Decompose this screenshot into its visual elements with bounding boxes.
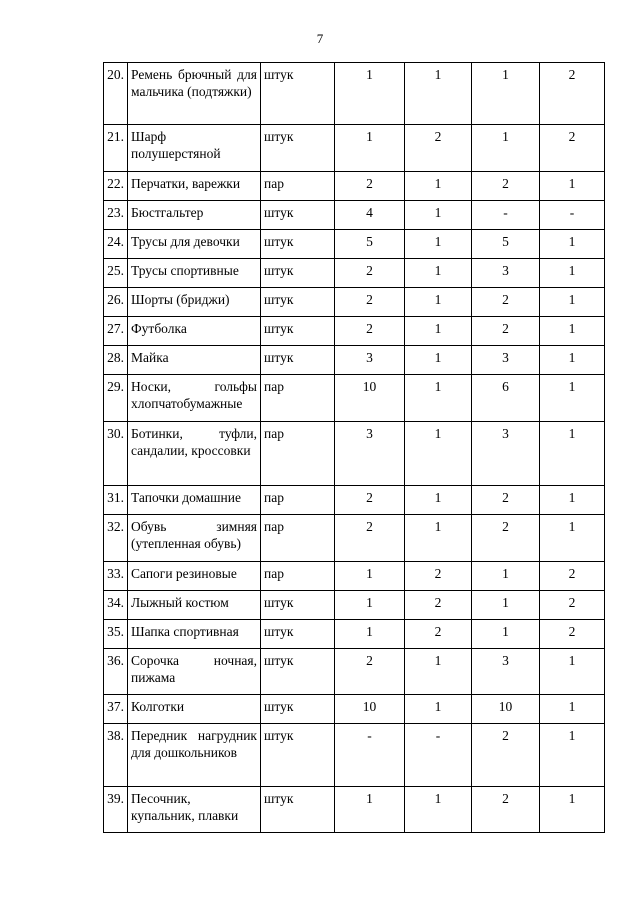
norm-value-1: 2	[335, 172, 405, 201]
norm-value-4: 1	[540, 346, 605, 375]
row-number: 29.	[104, 375, 128, 422]
norm-value-3: 1	[472, 591, 540, 620]
item-name: Песочник, купальник, плавки	[128, 787, 261, 833]
norm-value-2: 1	[405, 63, 472, 125]
norm-value-3: 1	[472, 562, 540, 591]
norm-value-1: 2	[335, 486, 405, 515]
row-number: 30.	[104, 422, 128, 486]
norm-value-2: 1	[405, 172, 472, 201]
norm-value-2: 1	[405, 288, 472, 317]
norm-value-2: 1	[405, 375, 472, 422]
table-row	[104, 649, 605, 695]
table-row	[104, 317, 605, 346]
norm-value-2: 1	[405, 230, 472, 259]
norm-value-4: 1	[540, 317, 605, 346]
table-row	[104, 591, 605, 620]
unit-of-measure: штук	[261, 317, 335, 346]
table-row	[104, 620, 605, 649]
row-number: 37.	[104, 695, 128, 724]
norm-value-4: 1	[540, 515, 605, 562]
table-row	[104, 230, 605, 259]
norm-value-4: 1	[540, 422, 605, 486]
norm-value-1: 5	[335, 230, 405, 259]
norm-value-3: 2	[472, 724, 540, 787]
unit-of-measure: пар	[261, 486, 335, 515]
norm-value-4: 1	[540, 375, 605, 422]
row-number: 35.	[104, 620, 128, 649]
item-name: Передник нагрудник для дошкольников	[128, 724, 261, 787]
table-row	[104, 695, 605, 724]
table-row	[104, 724, 605, 787]
item-name: Шорты (бриджи)	[128, 288, 261, 317]
norm-value-4: 1	[540, 259, 605, 288]
row-number: 31.	[104, 486, 128, 515]
norm-value-4: 1	[540, 649, 605, 695]
table-row	[104, 515, 605, 562]
norm-value-3: 2	[472, 787, 540, 833]
norm-value-2: 2	[405, 125, 472, 172]
table-row	[104, 346, 605, 375]
table-row	[104, 422, 605, 486]
table-row	[104, 259, 605, 288]
table-row	[104, 375, 605, 422]
norm-value-3: 1	[472, 620, 540, 649]
unit-of-measure: штук	[261, 63, 335, 125]
row-number: 23.	[104, 201, 128, 230]
norm-value-4: 1	[540, 288, 605, 317]
norm-value-1: 10	[335, 375, 405, 422]
item-name: Тапочки домашние	[128, 486, 261, 515]
item-name: Сорочка ночная, пижама	[128, 649, 261, 695]
norm-value-2: 2	[405, 562, 472, 591]
norm-value-3: 3	[472, 649, 540, 695]
item-name: Носки, гольфы хлопчатобумажные	[128, 375, 261, 422]
norm-value-2: 1	[405, 346, 472, 375]
norm-value-4: -	[540, 201, 605, 230]
unit-of-measure: штук	[261, 591, 335, 620]
item-name: Шапка спортивная	[128, 620, 261, 649]
norm-value-2: 1	[405, 515, 472, 562]
norm-value-1: 1	[335, 591, 405, 620]
norm-value-2: -	[405, 724, 472, 787]
unit-of-measure: штук	[261, 346, 335, 375]
norm-value-2: 1	[405, 649, 472, 695]
row-number: 27.	[104, 317, 128, 346]
norm-value-1: 1	[335, 562, 405, 591]
norm-value-4: 2	[540, 620, 605, 649]
row-number: 36.	[104, 649, 128, 695]
norm-value-4: 2	[540, 591, 605, 620]
norm-value-2: 1	[405, 317, 472, 346]
table-row	[104, 288, 605, 317]
norm-value-4: 2	[540, 63, 605, 125]
norm-value-1: 10	[335, 695, 405, 724]
unit-of-measure: штук	[261, 695, 335, 724]
item-name: Ботинки, туфли, сандалии, кроссовки	[128, 422, 261, 486]
clothing-norms-table	[103, 62, 605, 833]
unit-of-measure: пар	[261, 562, 335, 591]
norm-value-1: 2	[335, 288, 405, 317]
norm-value-1: 4	[335, 201, 405, 230]
row-number: 20.	[104, 63, 128, 125]
norm-value-3: 2	[472, 317, 540, 346]
unit-of-measure: пар	[261, 172, 335, 201]
item-name: Перчатки, варежки	[128, 172, 261, 201]
unit-of-measure: штук	[261, 288, 335, 317]
unit-of-measure: штук	[261, 125, 335, 172]
norm-value-1: 1	[335, 787, 405, 833]
row-number: 38.	[104, 724, 128, 787]
norm-value-3: 6	[472, 375, 540, 422]
norm-value-1: 1	[335, 63, 405, 125]
table-row	[104, 486, 605, 515]
norm-value-3: 3	[472, 422, 540, 486]
item-name: Шарф полушерстяной	[128, 125, 261, 172]
item-name: Майка	[128, 346, 261, 375]
norm-value-1: 1	[335, 125, 405, 172]
norm-value-2: 1	[405, 695, 472, 724]
table-row	[104, 562, 605, 591]
row-number: 32.	[104, 515, 128, 562]
unit-of-measure: пар	[261, 422, 335, 486]
norm-value-2: 1	[405, 259, 472, 288]
row-number: 25.	[104, 259, 128, 288]
norm-value-1: -	[335, 724, 405, 787]
norm-value-3: 2	[472, 515, 540, 562]
norm-value-3: 10	[472, 695, 540, 724]
norm-value-4: 1	[540, 230, 605, 259]
unit-of-measure: штук	[261, 201, 335, 230]
row-number: 24.	[104, 230, 128, 259]
unit-of-measure: пар	[261, 515, 335, 562]
table-row	[104, 787, 605, 833]
norm-value-1: 2	[335, 515, 405, 562]
norm-value-1: 3	[335, 346, 405, 375]
row-number: 21.	[104, 125, 128, 172]
item-name: Ремень брючный для мальчика (подтяжки)	[128, 63, 261, 125]
item-name: Обувь зимняя (утепленная обувь)	[128, 515, 261, 562]
item-name: Лыжный костюм	[128, 591, 261, 620]
table-row	[104, 125, 605, 172]
row-number: 34.	[104, 591, 128, 620]
norm-value-4: 1	[540, 172, 605, 201]
row-number: 39.	[104, 787, 128, 833]
unit-of-measure: штук	[261, 620, 335, 649]
norm-value-3: 2	[472, 288, 540, 317]
item-name: Трусы спортивные	[128, 259, 261, 288]
norm-value-1: 1	[335, 620, 405, 649]
unit-of-measure: штук	[261, 649, 335, 695]
norm-value-4: 2	[540, 562, 605, 591]
row-number: 33.	[104, 562, 128, 591]
item-name: Сапоги резиновые	[128, 562, 261, 591]
unit-of-measure: пар	[261, 375, 335, 422]
norm-value-1: 3	[335, 422, 405, 486]
item-name: Трусы для девочки	[128, 230, 261, 259]
norm-value-4: 1	[540, 486, 605, 515]
norm-value-3: -	[472, 201, 540, 230]
norm-value-4: 1	[540, 724, 605, 787]
norm-value-2: 2	[405, 591, 472, 620]
norm-value-3: 1	[472, 63, 540, 125]
unit-of-measure: штук	[261, 787, 335, 833]
norm-value-1: 2	[335, 649, 405, 695]
norm-value-3: 2	[472, 172, 540, 201]
norm-value-4: 2	[540, 125, 605, 172]
norm-value-3: 1	[472, 125, 540, 172]
unit-of-measure: штук	[261, 724, 335, 787]
norm-value-4: 1	[540, 695, 605, 724]
norm-value-3: 2	[472, 486, 540, 515]
norm-value-4: 1	[540, 787, 605, 833]
norm-value-3: 3	[472, 346, 540, 375]
norm-value-1: 2	[335, 317, 405, 346]
table-body	[104, 63, 605, 833]
norm-value-2: 2	[405, 620, 472, 649]
item-name: Бюстгальтер	[128, 201, 261, 230]
norm-value-2: 1	[405, 787, 472, 833]
unit-of-measure: штук	[261, 259, 335, 288]
norm-value-3: 5	[472, 230, 540, 259]
item-name: Колготки	[128, 695, 261, 724]
row-number: 22.	[104, 172, 128, 201]
table-row	[104, 172, 605, 201]
unit-of-measure: штук	[261, 230, 335, 259]
norm-value-2: 1	[405, 201, 472, 230]
norm-value-3: 3	[472, 259, 540, 288]
norm-value-1: 2	[335, 259, 405, 288]
table-row	[104, 63, 605, 125]
norm-value-2: 1	[405, 486, 472, 515]
row-number: 28.	[104, 346, 128, 375]
row-number: 26.	[104, 288, 128, 317]
norm-value-2: 1	[405, 422, 472, 486]
item-name: Футболка	[128, 317, 261, 346]
table-row	[104, 201, 605, 230]
page-number: 7	[316, 31, 324, 46]
